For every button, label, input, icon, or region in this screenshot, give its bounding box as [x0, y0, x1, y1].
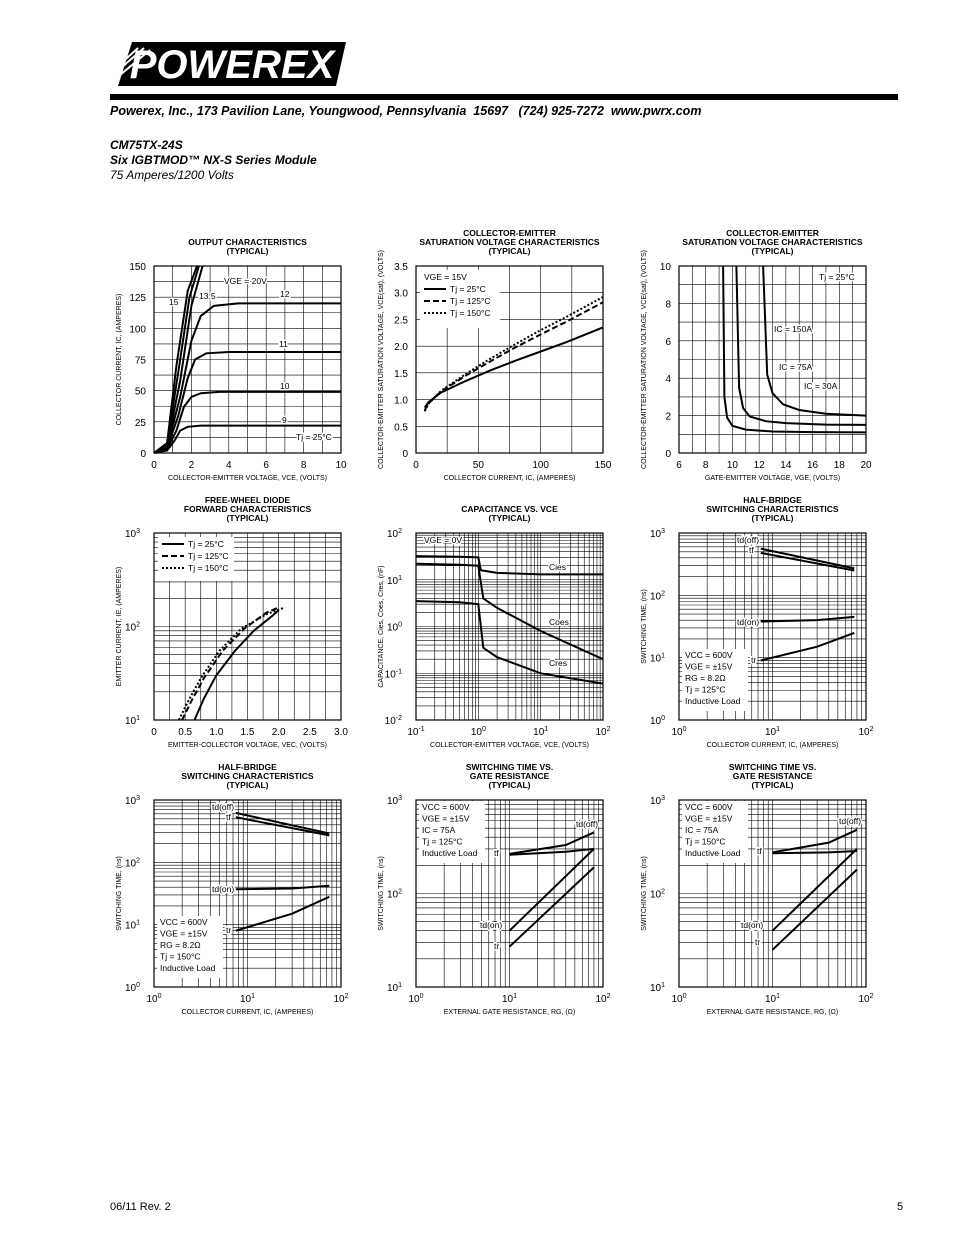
x-tick-label: 0.5 — [178, 727, 193, 738]
chart-c6 — [641, 495, 874, 749]
chart-title: (TYPICAL) — [751, 513, 794, 523]
y-tick-label: 50 — [134, 386, 146, 398]
y-tick-label: $10^3$ — [386, 795, 402, 807]
x-tick-exp: 0 — [157, 993, 162, 1000]
annotation-label: td(off) — [576, 819, 599, 829]
annotation-label: IC = 150A — [774, 324, 813, 334]
x-tick-label: $10^1$ — [764, 726, 781, 738]
x-tick-label: $10^0$ — [671, 726, 687, 738]
legend — [420, 270, 500, 328]
x-tick-label: 0 — [151, 460, 157, 471]
y-tick-label: 8 — [665, 299, 671, 311]
x-axis-label: COLLECTOR CURRENT, IC, (AMPERES) — [181, 1009, 314, 1016]
condition-text: VGE = ±15V — [422, 813, 470, 824]
x-tick-label: 2.5 — [302, 727, 317, 738]
y-tick-label: $10^2$ — [649, 590, 665, 603]
y-tick-label: 6 — [665, 336, 671, 348]
condition-text: Tj = 150°C — [160, 951, 201, 962]
logo-text: POWEREX — [129, 43, 335, 87]
y-tick-exp: 0 — [661, 715, 665, 722]
x-tick-exp: 2 — [344, 993, 349, 1000]
x-tick-label: 150 — [594, 460, 612, 471]
chart-title: SWITCHING TIME VS. — [465, 762, 554, 772]
series-line-tr — [773, 870, 857, 950]
x-axis-label: COLLECTOR-EMITTER VOLTAGE, VCE, (VOLTS) — [168, 475, 327, 482]
y-tick-exp: 2 — [661, 888, 665, 896]
x-tick-label: 0 — [413, 460, 419, 471]
y-axis-label: SWITCHING TIME, (ns) — [641, 589, 648, 664]
y-tick-exp: 0 — [136, 982, 140, 989]
condition-text: RG = 8.2Ω — [685, 673, 726, 683]
x-tick-label: 100 — [532, 460, 550, 471]
chart-title: (TYPICAL) — [751, 246, 794, 256]
y-tick-label: $10^{-1}$ — [384, 668, 402, 681]
annotation-label: td(on) — [737, 617, 760, 627]
annotation-label: 13.5 — [199, 291, 216, 301]
x-tick-label: $10^1$ — [764, 993, 781, 1005]
series-line-IC = 75A — [736, 266, 866, 425]
y-axis-label: SWITCHING TIME, (ns) — [378, 856, 385, 931]
chart-title: (TYPICAL) — [488, 246, 531, 256]
y-tick-label: $10^1$ — [386, 574, 402, 587]
y-tick-label: 10 — [659, 262, 671, 273]
y-axis-label: SWITCHING TIME, (ns) — [641, 856, 648, 931]
x-axis-label: COLLECTOR CURRENT, IC, (AMPERES) — [706, 742, 839, 749]
chart-c3 — [641, 228, 872, 482]
annotation-label: 9 — [282, 415, 287, 425]
condition-block — [157, 916, 223, 978]
x-tick-label: 16 — [807, 460, 819, 471]
condition-text: VCC = 600V — [685, 650, 733, 660]
y-tick-label: 3.5 — [394, 262, 408, 273]
gridlines — [416, 533, 603, 720]
annotation-label: VGE = 0V — [424, 535, 463, 545]
x-tick-label: 10 — [726, 460, 738, 471]
y-tick-label: $10^2$ — [386, 888, 402, 901]
y-tick-label: 1.5 — [394, 368, 408, 380]
revision: 06/11 Rev. 2 — [110, 1201, 171, 1213]
chart-c8 — [378, 762, 611, 1016]
y-tick-label: $10^1$ — [649, 982, 665, 994]
chart-title: SWITCHING CHARACTERISTICS — [181, 771, 314, 781]
y-tick-label: $10^1$ — [649, 652, 665, 665]
y-tick-exp: 1 — [661, 982, 665, 989]
condition-text: Inductive Load — [422, 848, 478, 858]
x-tick-label: $10^{-1}$ — [407, 726, 425, 738]
rating: 75 Amperes/1200 Volts — [110, 168, 234, 182]
x-tick-exp: 2 — [606, 993, 611, 1000]
y-tick-label: 0 — [140, 449, 146, 460]
condition-text: VGE = ±15V — [160, 928, 208, 939]
condition-text: Inductive Load — [685, 848, 741, 858]
x-axis-label: EXTERNAL GATE RESISTANCE, RG, (Ω) — [706, 1009, 839, 1016]
legend — [158, 537, 234, 581]
y-tick-label: $10^2$ — [649, 888, 665, 901]
x-tick-exp: 1 — [544, 726, 549, 733]
y-tick-label: 3.0 — [394, 288, 408, 300]
legend-text: VGE = 15V — [424, 272, 467, 282]
x-tick-label: 20 — [860, 460, 872, 471]
annotation-label: IC = 75A — [779, 362, 813, 372]
y-tick-exp: 2 — [136, 857, 140, 865]
y-tick-exp: -2 — [395, 715, 402, 722]
x-tick-exp: 2 — [869, 726, 874, 733]
series-line-td(on) — [510, 849, 594, 931]
x-tick-exp: 0 — [682, 726, 687, 733]
chart-c1 — [116, 237, 347, 482]
condition-text: IC = 75A — [685, 825, 719, 835]
x-tick-label: 4 — [226, 460, 232, 471]
annotation-label: tr — [494, 941, 500, 951]
condition-text: Tj = 150°C — [685, 836, 726, 847]
chart-title: SATURATION VOLTAGE CHARACTERISTICS — [682, 237, 863, 247]
chart-title: (TYPICAL) — [226, 246, 269, 256]
y-tick-label: $10^3$ — [124, 528, 140, 540]
y-axis-label: COLLECTOR-EMITTER SATURATION VOLTAGE, VCE(sat), (VOLTS) — [378, 250, 385, 469]
y-tick-label: $10^3$ — [649, 795, 665, 807]
annotations — [737, 535, 759, 665]
annotation-label: Tj = 25°C — [819, 272, 855, 282]
x-tick-exp: -1 — [418, 726, 425, 733]
condition-text: VGE = ±15V — [685, 813, 733, 824]
x-tick-exp: 2 — [606, 726, 611, 733]
y-axis-label: EMITTER CURRENT, IE, (AMPERES) — [116, 566, 123, 687]
annotation-label: 15 — [169, 297, 179, 307]
annotation-label: 12 — [280, 289, 290, 299]
y-axis-label: COLLECTOR-EMITTER SATURATION VOLTAGE, VCE(sat), (VOLTS) — [641, 250, 648, 469]
x-tick-label: 2 — [188, 460, 195, 471]
chart-c2 — [378, 228, 612, 482]
chart-c9 — [641, 762, 874, 1016]
y-tick-label: $10^0$ — [386, 621, 402, 634]
y-tick-label: 150 — [129, 262, 146, 273]
annotation-label: td(off) — [737, 535, 760, 545]
annotation-label: td(off) — [839, 816, 862, 826]
x-tick-label: 8 — [702, 460, 709, 471]
y-tick-exp: 3 — [136, 795, 140, 802]
chart-title: SATURATION VOLTAGE CHARACTERISTICS — [419, 237, 600, 247]
y-tick-exp: 1 — [398, 982, 402, 989]
y-tick-exp: 2 — [398, 528, 402, 535]
chart-c5 — [378, 504, 611, 749]
x-tick-exp: 1 — [776, 993, 781, 1000]
x-tick-label: 0 — [151, 727, 157, 738]
annotation-label: 10 — [280, 381, 290, 391]
annotation-label: VGE = 20V — [224, 276, 267, 286]
condition-block — [682, 801, 748, 863]
condition-text: VCC = 600V — [160, 917, 208, 927]
chart-title: (TYPICAL) — [488, 780, 531, 790]
y-tick-exp: 2 — [136, 621, 140, 629]
x-tick-exp: 0 — [682, 993, 687, 1000]
y-tick-exp: -1 — [395, 668, 402, 676]
x-tick-label: 50 — [472, 460, 484, 471]
condition-text: IC = 75A — [422, 825, 456, 835]
x-tick-label: $10^2$ — [595, 993, 611, 1005]
y-tick-label: 0 — [665, 449, 671, 460]
y-tick-exp: 2 — [398, 888, 402, 896]
y-tick-exp: 3 — [661, 528, 665, 535]
chart-title: GATE RESISTANCE — [732, 771, 813, 781]
chart-title: COLLECTOR-EMITTER — [726, 228, 819, 238]
y-tick-label: 4 — [665, 374, 671, 386]
x-tick-label: 3.0 — [334, 727, 348, 738]
annotation-label: td(on) — [741, 920, 764, 930]
condition-text: VCC = 600V — [422, 802, 470, 812]
x-tick-label: $10^2$ — [595, 726, 611, 738]
series-line-Tj = 25°C — [425, 327, 603, 407]
x-axis-label: COLLECTOR-EMITTER VOLTAGE, VCE, (VOLTS) — [430, 742, 589, 749]
condition-text: VCC = 600V — [685, 802, 733, 812]
x-tick-exp: 1 — [513, 993, 518, 1000]
y-tick-exp: 2 — [661, 590, 665, 598]
x-tick-exp: 1 — [251, 993, 256, 1000]
x-tick-label: $10^0$ — [671, 993, 687, 1005]
series-line-tr — [510, 867, 594, 946]
y-tick-label: $10^2$ — [386, 528, 402, 540]
series-line-tf — [761, 553, 855, 571]
x-tick-exp: 0 — [481, 726, 486, 733]
x-axis-label: EXTERNAL GATE RESISTANCE, RG, (Ω) — [443, 1009, 576, 1016]
y-tick-label: $10^0$ — [649, 715, 665, 727]
y-tick-label: 75 — [134, 355, 146, 367]
annotation-label: tf — [494, 848, 499, 858]
x-tick-label: $10^1$ — [533, 726, 549, 738]
chart-title: SWITCHING CHARACTERISTICS — [706, 504, 839, 514]
chart-title: (TYPICAL) — [751, 780, 794, 790]
series-line-tr — [761, 633, 855, 661]
x-tick-label: $10^2$ — [858, 726, 874, 738]
annotation-label: Cies — [549, 562, 567, 572]
y-tick-exp: 1 — [136, 919, 140, 927]
x-tick-label: $10^2$ — [333, 993, 349, 1005]
chart-title: (TYPICAL) — [226, 513, 269, 523]
x-tick-label: 6 — [263, 460, 269, 471]
x-tick-label: $10^1$ — [239, 993, 256, 1005]
x-tick-exp: 1 — [776, 726, 781, 733]
legend-text: Tj = 25°C — [188, 539, 224, 549]
condition-text: Inductive Load — [685, 696, 741, 706]
annotation-label: Cres — [549, 658, 567, 668]
y-tick-exp: 1 — [661, 652, 665, 660]
condition-text: Tj = 125°C — [422, 836, 463, 847]
x-tick-exp: 0 — [419, 993, 424, 1000]
y-tick-label: 100 — [129, 324, 146, 336]
y-axis-label: COLLECTOR CURRENT, IC, (AMPERES) — [116, 293, 123, 426]
y-tick-label: 0.5 — [394, 422, 408, 434]
condition-block — [682, 649, 748, 711]
chart-title: SWITCHING TIME VS. — [728, 762, 817, 772]
chart-title: CAPACITANCE VS. VCE — [461, 504, 558, 514]
annotation-label: tr — [755, 937, 761, 947]
series-line-td(off) — [236, 813, 329, 834]
chart-c7 — [116, 762, 349, 1016]
y-tick-label: $10^2$ — [124, 621, 140, 634]
y-tick-label: 2.0 — [394, 342, 408, 354]
x-tick-exp: 2 — [869, 993, 874, 1000]
legend-text: Tj = 125°C — [188, 551, 229, 561]
annotation-label: tf — [226, 812, 231, 822]
legend-text: Tj = 125°C — [450, 296, 491, 306]
part-number: CM75TX-24S — [110, 138, 183, 152]
annotation-label: tr — [226, 925, 232, 935]
x-tick-label: $10^1$ — [501, 993, 518, 1005]
y-tick-label: $10^1$ — [386, 982, 402, 994]
annotation-label: 11 — [279, 339, 288, 349]
y-tick-exp: 1 — [136, 715, 140, 722]
chart-title: FORWARD CHARACTERISTICS — [183, 504, 312, 514]
y-tick-label: $10^0$ — [124, 982, 140, 994]
x-tick-label: 2.0 — [271, 727, 286, 738]
condition-text: RG = 8.2Ω — [160, 940, 201, 950]
chart-title: (TYPICAL) — [488, 513, 531, 523]
y-tick-label: $10^1$ — [124, 919, 140, 932]
y-tick-label: $10^3$ — [124, 795, 140, 807]
chart-title: GATE RESISTANCE — [469, 771, 550, 781]
x-tick-label: 12 — [753, 460, 765, 471]
y-tick-label: 125 — [129, 293, 146, 305]
series-line-tr — [236, 897, 329, 931]
x-axis-label: GATE-EMITTER VOLTAGE, VGE, (VOLTS) — [704, 475, 841, 482]
y-tick-label: $10^2$ — [124, 857, 140, 870]
y-tick-label: 2 — [665, 411, 671, 423]
annotation-label: td(on) — [480, 920, 503, 930]
y-tick-exp: 3 — [661, 795, 665, 802]
chart-title: HALF-BRIDGE — [743, 495, 802, 505]
x-tick-label: 14 — [780, 460, 792, 471]
company-address: Powerex, Inc., 173 Pavilion Lane, Youngwood, Pennsylvania 15697 (724) 925-7272 www.pwrx.com — [110, 104, 702, 118]
chart-title: COLLECTOR-EMITTER — [463, 228, 556, 238]
annotation-label: td(on) — [212, 884, 235, 894]
y-tick-label: $10^3$ — [649, 528, 665, 540]
y-tick-exp: 0 — [398, 621, 402, 629]
x-axis-label: EMITTER-COLLECTOR VOLTAGE, VEC, (VOLTS) — [168, 742, 327, 749]
y-tick-exp: 1 — [398, 574, 402, 582]
annotation-label: IC = 30A — [804, 381, 838, 391]
y-axis-label: CAPACITANCE, Cies, Coes, Cres, (nF) — [378, 565, 385, 688]
series-name: Six IGBTMOD™ NX-S Series Module — [110, 153, 317, 167]
annotation-label: tr — [751, 655, 757, 665]
x-tick-label: 1.0 — [209, 727, 224, 738]
chart-title: HALF-BRIDGE — [218, 762, 277, 772]
series-line-td(on) — [761, 617, 855, 622]
x-tick-label: 10 — [335, 460, 347, 471]
annotation-label: Tj = 25°C — [296, 432, 332, 442]
annotation-label: tf — [749, 545, 754, 555]
condition-text: VGE = ±15V — [685, 661, 733, 672]
legend-text: Tj = 150°C — [450, 308, 491, 318]
y-tick-label: $10^{-2}$ — [384, 715, 402, 727]
condition-text: Inductive Load — [160, 963, 216, 973]
page-number: 5 — [897, 1201, 904, 1213]
chart-title: (TYPICAL) — [226, 780, 269, 790]
x-tick-label: $10^0$ — [470, 726, 486, 738]
annotation-label: td(off) — [212, 802, 235, 812]
x-tick-label: $10^2$ — [858, 993, 874, 1005]
y-tick-exp: 3 — [136, 528, 140, 535]
x-tick-label: 8 — [300, 460, 307, 471]
condition-block — [419, 801, 485, 863]
y-tick-label: 2.5 — [394, 315, 408, 327]
x-tick-label: $10^0$ — [146, 993, 162, 1005]
series-line-td(on) — [773, 849, 857, 931]
condition-text: Tj = 125°C — [685, 684, 726, 695]
y-tick-label: 25 — [134, 417, 146, 429]
y-tick-label: $10^1$ — [124, 715, 140, 727]
chart-title: OUTPUT CHARACTERISTICS — [188, 237, 307, 247]
x-tick-label: 6 — [676, 460, 682, 471]
chart-c4 — [116, 495, 348, 749]
y-axis-label: SWITCHING TIME, (ns) — [116, 856, 123, 931]
x-tick-label: 18 — [833, 460, 845, 471]
x-tick-label: 1.5 — [240, 727, 255, 738]
y-tick-label: 0 — [402, 449, 408, 460]
series-line-tf — [773, 851, 857, 853]
x-tick-label: $10^0$ — [408, 993, 424, 1005]
x-axis-label: COLLECTOR CURRENT, IC, (AMPERES) — [443, 475, 576, 482]
chart-title: FREE-WHEEL DIODE — [204, 495, 291, 505]
legend-text: Tj = 150°C — [188, 563, 229, 573]
series-line-td(on) — [236, 886, 329, 889]
legend-text: Tj = 25°C — [450, 284, 486, 294]
annotation-label: tf — [757, 846, 762, 856]
annotation-label: Coes — [549, 617, 569, 627]
y-tick-exp: 3 — [398, 795, 402, 802]
y-tick-label: 1.0 — [394, 395, 408, 407]
